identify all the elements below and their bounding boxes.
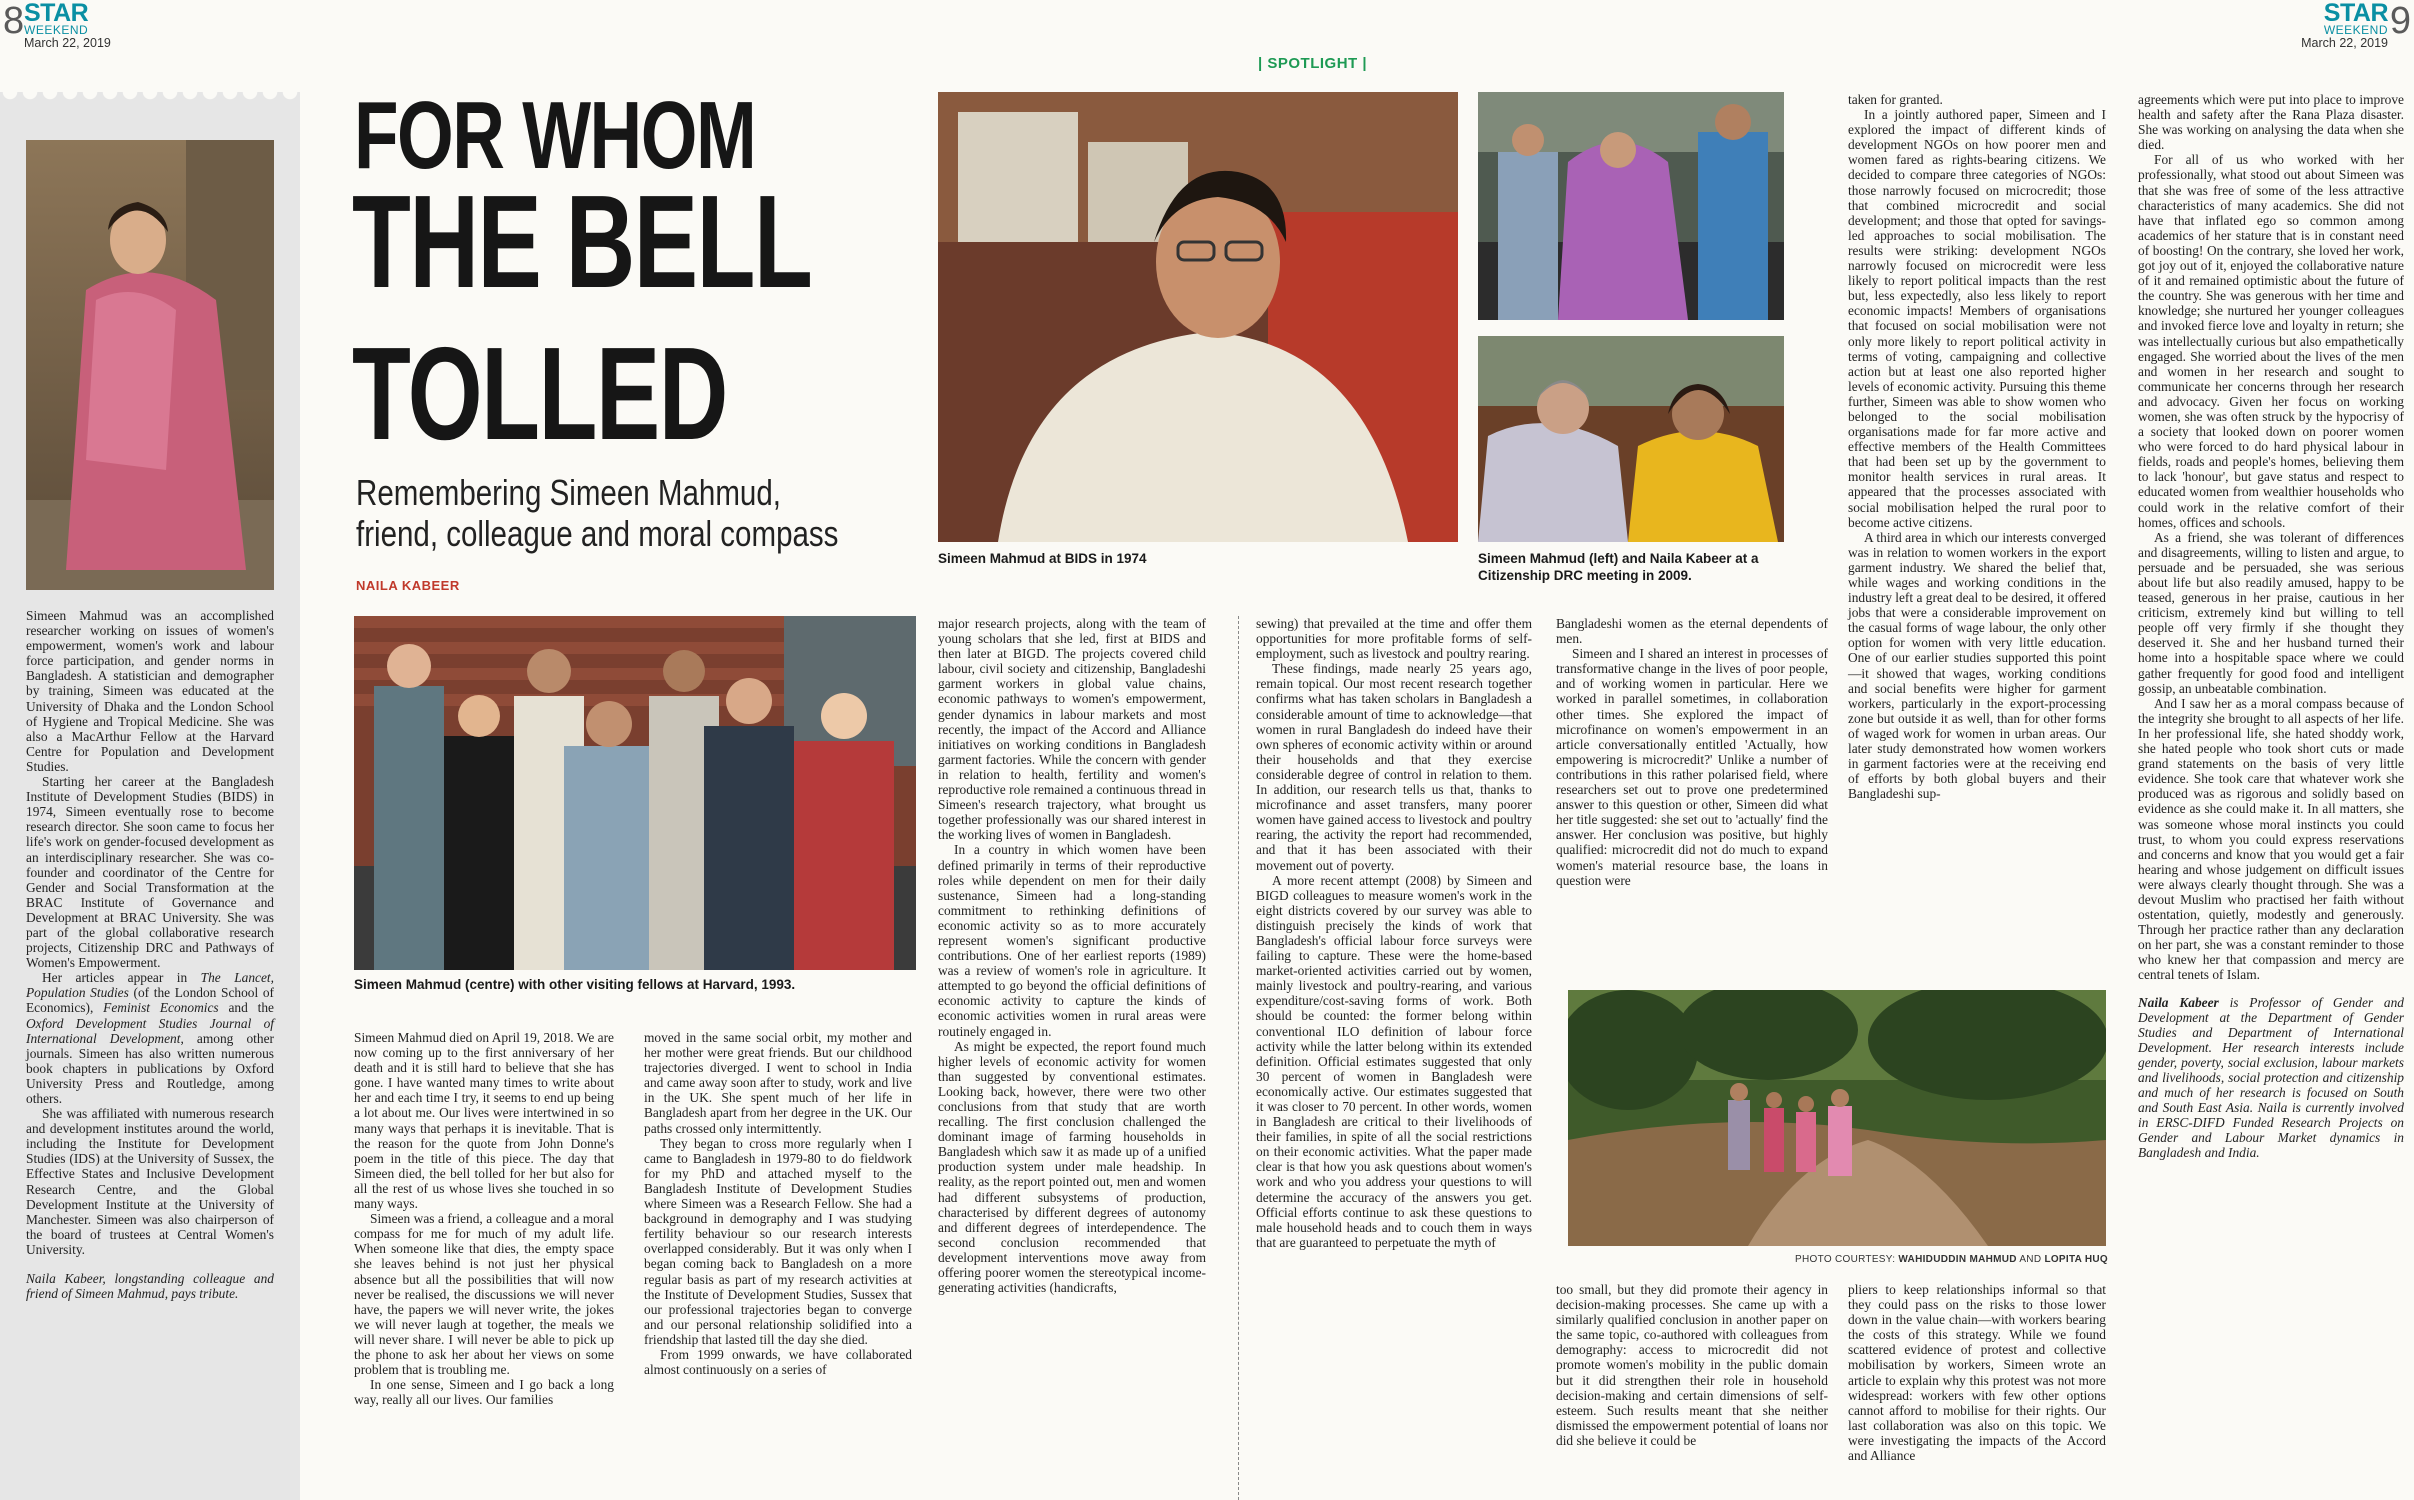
paragraph: sewing) that prevailed at the time and offer them opportunities for more profitable forms of self-employment, such as livestock and poultry rearing.	[1256, 616, 1532, 662]
paragraph: A third area in which our interests converged was in relation to women workers in the export garment industry. We shared the belief that, while wages and working conditions in the industry left a great deal to be desired, it offered jobs that were a considerable improvement on the casual forms of wage labour, the only other option for women with very little education. One of our earlier studies supported this point—it showed that wages, working conditions and social benefits were higher for garment workers, particularly in the export-processing zone but outside it as well, than for other forms of waged work for women in urban areas. Our later study demonstrated how women workers in garment factories were at the receiving end of efforts by both global buyers and their Bangladeshi sup-	[1848, 529, 2106, 802]
citizenship-drc-photo	[1478, 336, 1784, 542]
byline: NAILA KABEER	[356, 578, 460, 593]
paragraph: They began to cross more regularly when I came to Bangladesh in 1979-80 to do fieldwork for my PhD and attached myself to the Bangladesh Institute of Development Studies where Simeen was a Research Fellow. She had a background in demography and I was studying fertility behaviour so our research interests overlapped considerably. But it was only when I began coming back to Bangladesh on a more regular basis as part of my research activities at the Institute of Development Studies, Sussex that our professional trajectories began to converge and our personal relationship solidified into a friendship that lasted till the day she died.	[644, 1135, 912, 1347]
article-column-7	[2138, 92, 2404, 1161]
article-column-1	[354, 1030, 614, 1407]
sidebar-paragraph: Starting her career at the Bangladesh Institute of Development Studies (BIDS) in 1974, Simeen eventually rose to become research director. She soon came to focus her life's work on gender-focused development as an interdisciplinary researcher. She was co-founder and coordinator of the Centre for Gender and Social Transformation at the BRAC Institute of Governance and Development at BRAC University. She was part of the global collaborative research projects, Citizenship DRC and Pathways of Women's Empowerment.	[26, 774, 274, 971]
brand-sub: WEEKEND	[2323, 23, 2388, 37]
caption-citizenship: Simeen Mahmud (left) and Naila Kabeer at a Citizenship DRC meeting in 2009.	[1478, 551, 1759, 583]
sidebar-paragraph: Her articles appear in The Lancet, Population Studies (of the London School of Economics), Feminist Economics and the Oxford Development Studies Journal of International Development, among other journals. Simeen has also written numerous book chapters in publications by Oxford University Press and Routledge, among others.	[26, 970, 275, 1106]
sidebar-bio	[26, 608, 274, 1301]
meeting-photo	[1478, 92, 1784, 320]
paragraph: As might be expected, the report found much higher levels of economic activity for women than suggested by conventional estimates. Looking back, however, there were two other conclusions from that study that are worth recalling. The first conclusion challenged the dominant image of farming households in Bangladesh which saw it as made up of a unified production system under male headship. In reality, as the report pointed out, men and women had different subsystems of production, characterised by different degrees of autonomy and different degrees of interdependence. The second conclusion recommended that development interventions move away from offering poorer women the stereotypical income-generating activities (handicrafts,	[938, 1038, 1206, 1296]
paragraph: And I saw her as a moral compass because of the integrity she brought to all aspects of her life. In her professional life, she hated shoddy work, she hated people who took short cuts or made grand statements on the basis of very little evidence. She took care that whatever work she produced was as rigorous and solidly based on evidence as she could make it. In all matters, she was someone whose moral instincts you could trust, to whom you could express reservations and concerns and know that you would get a fair hearing and whose judgement on difficult issues were always clearly thought through. She was a devout Muslim who practised her faith without ostentation, quietly, modestly and generously. Through her practice rather than any declaration on her part, she was a constant reminder to those who knew her that compassion and mercy are central tenets of Islam.	[2138, 695, 2404, 983]
deck: Remembering Simeen Mahmud, friend, colleague and moral compass	[356, 472, 839, 554]
caption-bids: Simeen Mahmud at BIDS in 1974	[938, 551, 1147, 566]
article-column-6b	[1848, 1282, 2106, 1463]
article-column-3	[938, 616, 1206, 1295]
bids-1974-photo	[938, 92, 1458, 542]
field-walk-photo	[1568, 990, 2106, 1246]
article-column-5	[1556, 616, 1828, 888]
paragraph: As a friend, she was tolerant of differences and disagreements, willing to listen and argue, to persuade and be persuaded, she was serious about life but also readily amused, happy to be teased, generous in her praise, cautious in her criticism, extremely kind but willing to tell people off very firmly if she thought they deserved it. She and her husband turned their home into a hospitable space where we could gather frequently for good food and intelligent gossip, an unbeatable combination.	[2138, 529, 2404, 696]
paragraph: Simeen and I shared an interest in processes of transformative change in the lives of poor people, and of working women in particular. Here we worked in parallel sometimes, in collaboration other times. She explored the impact of microfinance on women's empowerment in an article conversationally entitled 'Actually, how empowering is microcredit?' Unlike a number of contributions in this rather polarised field, where researchers set out to prove one predetermined answer to this question or other, Simeen did what her title suggested: she set out to 'actually' find the answer. Her conclusion was positive, but highly qualified: microcredit did not do much to expand women's material resource base, the loans in question were	[1556, 646, 1828, 888]
section-label: | SPOTLIGHT |	[1258, 55, 1368, 72]
paragraph: major research projects, along with the team of young scholars that she led, first at BIDS and then later at BIGD. The projects covered child labour, civil society and citizenship, Bangladeshi garment workers in global value chains, economic pathways to women's empowerment, gender dynamics in labour markets and most recently, the impact of the Accord and Alliance initiatives on working conditions in Bangladesh garment factories. While the concern with gender in relation to health, fertility and women's reproductive role remained a continuous thread in Simeen's research trajectory, what brought us together professionally was our shared interest in the working lives of women in Bangladesh.	[938, 616, 1206, 843]
paragraph: In a jointly authored paper, Simeen and I explored the impact of different kinds of development NGOs on how poorer men and women fared as rights-bearing citizens. We decided to compare three categories of NGOs: those narrowly focused on microcredit; those that combined microcredit and social development; and those that opted for savings-led approaches to social mobilisation. The results were striking: development NGOs narrowly focused on microcredit were less likely to report political impacts than the rest but, less expectedly, also less likely to report economic impacts! Members of organisations that focused on social mobilisation were not only more likely to report political activity in terms of voting, campaigning and collective action but at least one also reported higher levels of economic activity. Pursuing this theme further, Simeen was able to show women who belonged to the social mobilisation organisations made for far more active and effective members of the Health Committees that had been set up by the government to monitor health services in rural areas. It appeared that the processes associated with social mobilisation helped the rural poor to become active citizens.	[1848, 107, 2106, 530]
issue-date: March 22, 2019	[2301, 36, 2388, 50]
headline-line-3: TOLLED	[352, 320, 727, 467]
caption-harvard: Simeen Mahmud (centre) with other visiting fellows at Harvard, 1993.	[354, 977, 796, 992]
paragraph: These findings, made nearly 25 years ago, remain topical. Our most recent research together confirms what has taken scholars in Bangladesh a considerable amount of time to acknowledge—that women in rural Bangladesh do indeed have their own spheres of economic activity within or around their households and that they exercise considerable degree of control in relation to them. In addition, our research tells us that, thanks to microfinance and asset transfers, many poorer women have gained access to livestock and poultry rearing, the activity the report had recommended, and that it has been associated with their movement out of poverty.	[1256, 661, 1532, 873]
brand-name: STAR	[24, 0, 89, 27]
masthead-right	[2301, 2, 2388, 50]
page-number-right: 9	[2389, 0, 2411, 42]
sidebar-paragraph: Simeen Mahmud was an accomplished researcher working on issues of women's empowerment, women's work and labour force participation, and gender norms in Bangladesh. A statistician and demographer by training, Simeen was educated at the University of Dhaka and the London School of Hygiene and Tropical Medicine. She was also a MacArthur Fellow at the Harvard Centre for Population and Development Studies.	[26, 608, 274, 774]
article-column-5b	[1556, 1282, 1828, 1448]
headline-line-1: FOR WHOM	[354, 82, 756, 189]
harvard-group-photo	[354, 616, 916, 970]
article-column-2	[644, 1030, 912, 1377]
sidebar-paragraph: She was affiliated with numerous research and development institutes around the world, including the Institute for Development Studies (IDS) at the University of Sussex, the Effective States and Inclusive Development Research Centre, and the Global Development Institute at the University of Manchester. Simeen was also chairperson of the board of trustees at Central Women's University.	[26, 1106, 274, 1257]
headline-line-2: THE BELL	[352, 168, 812, 315]
paragraph: Simeen was a friend, a colleague and a moral compass for me for much of my adult life. When someone like that dies, the empty space she leaves behind is not just her physical absence but all the possibilities that will now never be realised, the discussions we will never have, the papers we will never write, the jokes we will never laugh at together, the meals we will never share. I will never be able to pick up the phone to ask her about her views on some problem that is troubling me.	[354, 1211, 614, 1378]
column-divider	[1238, 616, 1239, 1500]
photo-courtesy: PHOTO COURTESY: WAHIDUDDIN MAHMUD AND LOPITA HUQ	[1795, 1254, 2108, 1265]
brand-name: STAR	[2323, 0, 2388, 27]
paragraph: pliers to keep relationships informal so that they could pass on the risks to those lower down in the value chain—with workers bearing the costs of this strategy. While we found scattered evidence of protest and collective mobilisation by workers, Simeen wrote an article to explain why this protest was not more widespread: workers with few other options cannot afford to mobilise for their rights. Our last collaboration was also on this topic. We were investigating the impacts of the Accord and Alliance	[1848, 1282, 2106, 1464]
masthead-left	[24, 2, 111, 50]
issue-date: March 22, 2019	[24, 36, 111, 50]
article-column-6	[1848, 92, 2106, 801]
author-bio: Naila Kabeer is Professor of Gender and Development at the Department of Gender Studies and Department of International Development. Her research interests include gender, poverty, social exclusion, labour markets and livelihoods, social protection and citizenship and much of her research is focused on South and South East Asia. Naila is currently involved in ERSC-DIFD Funded Research Projects on Gender and Labour Market dynamics in Bangladesh and India.	[2138, 994, 2404, 1161]
paragraph: In a country in which women have been defined primarily in terms of their reproductive roles while dependent on men for their daily sustenance, Simeen had a long-standing commitment to rethinking definitions of economic activity so as to more accurately represent women's significant productive contributions. One of her earliest reports (1989) was a review of women's role in agriculture. It attempted to go beyond the official definitions of economic activity to capture the kinds of economic activities women in rural areas were routinely engaged in.	[938, 842, 1206, 1039]
paragraph: In one sense, Simeen and I go back a long way, really all our lives. Our families	[354, 1377, 614, 1408]
paragraph: moved in the same social orbit, my mother and her mother were great friends. But our childhood trajectories diverged. I went to school in India and came away soon after to study, work and live in the UK. She spent much of her life in Bangladesh apart from her degree in the UK. Our paths crossed only intermittently.	[644, 1030, 912, 1136]
paragraph: From 1999 onwards, we have collaborated almost continuously on a series of	[644, 1346, 912, 1378]
article-column-4	[1256, 616, 1532, 1250]
paragraph: A more recent attempt (2008) by Simeen and BIGD colleagues to measure women's work in the eight districts covered by our survey was able to distinguish precisely the kinds of work that Bangladesh's official labour force surveys were failing to capture. These were the home-based market-oriented activities carried out by women, mainly livestock and poultry-rearing, and various expenditure/cost-saving forms of work. Both should be counted: the former belong within conventional ILO definition of labour force activity while the latter belong within its extended definition. Official estimates suggested that only 30 percent of women in Bangladesh were economically active. Our estimates suggested that it was closer to 70 percent. In other words, women in Bangladesh are critical to their livelihoods of their families, in spite of all the social restrictions on their economic activities. What the paper made clear is that how you ask questions about women's work and who you address your questions to will determine the accuracy of the answers you get. Official efforts continue to ask these questions to male household heads and to couch them in ways that are guaranteed to perpetuate the myth of	[1256, 872, 1532, 1250]
paragraph: agreements which were put into place to improve health and safety after the Rana Plaza disaster. She was working on analysing the data when she died.	[2138, 92, 2404, 153]
sidebar-portrait-photo	[26, 140, 274, 590]
paragraph: taken for granted.	[1848, 92, 1943, 107]
paragraph: too small, but they did promote their agency in decision-making processes. She came up with a similarly qualified conclusion in another paper on the same topic, co-authored with colleagues from demography: access to microcredit did not promote women's mobility in the public domain but it did strengthen their role in household decision-making and certain dimensions of self-esteem. Such results meant that she neither dismissed the empowerment potential of loans nor did she believe it could be	[1556, 1282, 1828, 1448]
page-number-left: 8	[3, 0, 25, 42]
brand-sub: WEEKEND	[24, 23, 89, 37]
paragraph: Bangladeshi women as the eternal dependents of men.	[1556, 616, 1828, 647]
sidebar-signature: Naila Kabeer, longstanding colleague and friend of Simeen Mahmud, pays tribute.	[26, 1271, 274, 1302]
sidebar-scallop	[0, 92, 300, 110]
paragraph: Simeen Mahmud died on April 19, 2018. We are now coming up to the first anniversary of her death and it is still hard to believe that she has gone. I have wanted many times to write about her and each time I try, it seems to end up being a lot about me. Our lives were intertwined in so many ways that perhaps it is inevitable. That is the reason for the quote from John Donne's poem in the title of this piece. The day that Simeen died, the bell tolled for her but also for all the rest of us whose lives she touched in so many ways.	[354, 1030, 614, 1212]
paragraph: For all of us who worked with her professionally, what stood out about Simeen was that she was free of some of the less attractive characteristics of many academics. She did not have that inflated ego so common among academics of her stature that is in constant need of boosting! On the contrary, she loved her work, got joy out of it, enjoyed the collaborative nature of it and remained optimistic about the future of the country. She was generous with her time and knowledge; she nurtured her younger colleagues and invoked fierce love and loyalty in return; she was intellectually curious but also empathetically engaged. She worried about the lives of the men and women in her research and sought to communicate her concerns through her research and advocacy. Given her focus on working women, she was often struck by the hypocrisy of a society that looked down on poorer women who were forced to do hard physical labour in fields, roads and people's homes, believing them to lack 'honour', but gave status and respect to educated women from wealthier households who could work in the relative comfort of their homes, offices and schools.	[2138, 152, 2404, 530]
